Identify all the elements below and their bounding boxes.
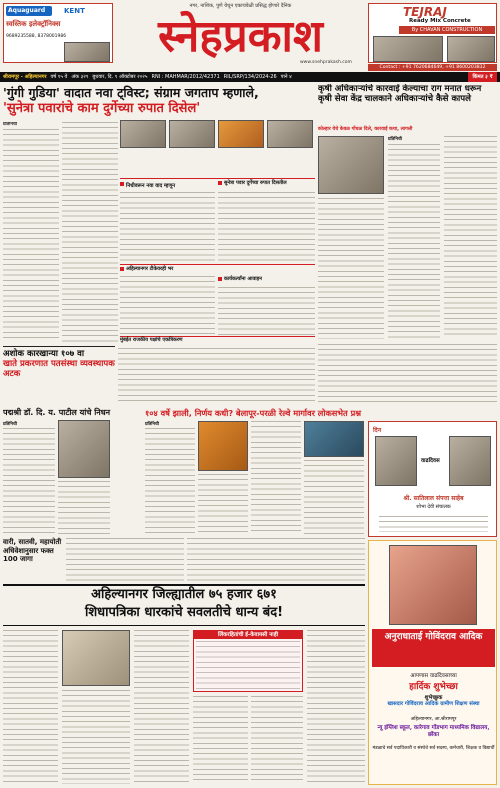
website[interactable]: www.snehprakash.com — [300, 60, 352, 65]
ad-strip-title: अशोक कारखान्या १०७ वा — [3, 349, 85, 359]
right-story-photo — [318, 136, 384, 194]
bottom-box — [193, 630, 303, 692]
subhead-3-text: अहिल्यानगर टीकेवरही भर — [126, 266, 174, 272]
small-story-title: वारी, सातवी, महायोती अधिवेशानुसार फक्त 100 जागा — [3, 538, 62, 563]
edition: श्रीरामपूर - अहिल्यानगर — [3, 74, 47, 80]
tejraj-by: By CHAVAN CONSTRUCTION — [399, 26, 495, 34]
ad-strip-title-2: खाते प्रकरणात पतसंस्था व्यवस्थापक अटक — [3, 359, 115, 379]
issue: अंक ३२९ — [71, 74, 89, 80]
obit-body-2 — [58, 481, 110, 536]
bullet-icon — [120, 267, 124, 271]
mid-right-body — [318, 344, 497, 404]
lead-subhead-4 — [218, 276, 315, 286]
obit-dateline: प्रतिनिधी — [3, 422, 17, 427]
bottom-photo-rice — [62, 630, 130, 686]
mid-right-ad — [368, 421, 497, 537]
second-lead-title: १०४ वर्षे झाली, निर्णय कधी? बेलापूर-परळी रेल्वे मार्गावर लोकसभेत प्रश्न — [145, 408, 362, 418]
bottom-body-6 — [307, 630, 365, 784]
right-story-title: कृषी अधिकाऱ्यांचे कारवाई केल्याचा राग मनात धरून कृषी सेवा केंद्र चालकाने अधिकाऱ्यांचे कैसे कापले — [318, 84, 482, 104]
tejraj-logo: TEJRAJ — [403, 5, 447, 19]
bottom-lead-title-1: अहिल्यानगर जिल्ह्यातील ७५ हजार ६७१ — [91, 587, 277, 602]
subhead-4-text: कार्यकर्त्यांना आवाहन — [224, 276, 262, 282]
obit-photo — [58, 420, 110, 478]
birthday-ad-school: न्यू इंग्लिश स्कूल, कारेगाव गोंडभाग माध्यमिक विद्यालय, छोंका — [377, 725, 490, 738]
birthday-ad-shubh: शुभेच्छुक — [424, 695, 443, 701]
bottom-box-title: लिंकरहितांची ई-केवायसी नाही — [194, 631, 302, 639]
pages: पाने ४ — [280, 74, 292, 80]
subhead-5-text: मुंबईत राजकीय पक्षांचे एकत्रिकरण — [120, 337, 183, 343]
birthday-ad-footer: मंडळाचे सर्व पदाधिकारी व संस्थेचे सर्व सदस्य, कर्मचारी, शिक्षक व विद्यार्थी — [372, 746, 495, 751]
subhead-1-text: निधीवरून नवा वाद म्हणून — [126, 183, 176, 189]
masthead-tagline: नगर, नाशिक, पुणे येथून एकाचवेळी प्रसिद्ध होणारे दैनिक — [189, 3, 292, 9]
birthday-ad-sanstha: खासदार गोविंदराव आदिक ग्रामीण शिक्षण संस्था — [387, 701, 480, 707]
bottom-lead-title-2: शिधापत्रिका धारकांचे सवलतीचे धान्य बंद! — [84, 605, 284, 620]
right-story-body-1 — [388, 144, 440, 339]
info-bar — [0, 72, 500, 82]
lead-body-2 — [62, 122, 118, 344]
bullet-icon — [120, 182, 124, 186]
price: किंमत ३ ₹ — [468, 72, 497, 82]
subhead-4-row — [218, 276, 315, 282]
subhead-3-row — [120, 266, 315, 272]
birthday-ad-wish: आपणास वाढदिवसाच्या — [410, 673, 457, 679]
right-story-subtitle: कोल्हार येथे केवळ गोंधळ दिले, कारवाई कथा, लागली — [318, 127, 413, 132]
second-lead-body-1 — [145, 428, 195, 534]
bottom-body-2 — [62, 690, 130, 784]
small-story-body — [66, 538, 184, 582]
lead-col-4 — [218, 192, 315, 262]
mid-right-ad-name: श्री. सातिलाल संपत्ता साहेब — [403, 495, 464, 502]
lead-body-1 — [3, 129, 59, 341]
date: बुधवार, दि. १ ऑक्टोबर २०२५ — [92, 74, 148, 80]
lead-col-5 — [120, 276, 215, 336]
lead-subhead-5 — [120, 336, 315, 345]
bottom-box-body — [196, 641, 300, 689]
mid-right-ad-photo-1 — [375, 436, 417, 486]
product-image — [64, 42, 110, 62]
shop-phone: 9689235588, 8378001986 — [6, 34, 67, 39]
birthday-ad-location: अहिल्यानगर, आ.श्रीरामपूर — [410, 717, 457, 722]
ad-strip-body — [118, 348, 315, 404]
lead-col-6 — [218, 287, 315, 337]
right-story-body-2 — [444, 136, 497, 339]
lead-col-3 — [120, 192, 215, 262]
photo-politician-1 — [120, 120, 166, 148]
ad-strip-story — [3, 346, 115, 408]
lead-col-2 — [62, 122, 118, 344]
right-story-body-3 — [318, 198, 384, 339]
postal-reg: RIL/SRP/134/2024-26 — [223, 74, 277, 80]
birthday-ad-photo — [389, 545, 477, 625]
obit-title: पद्मश्री डॉ. दि. य. पाटील यांचे निधन — [3, 408, 111, 417]
second-lead-body-3 — [251, 421, 301, 534]
mixer-truck-image — [373, 36, 443, 62]
mid-right-ad-sub: शोभा देवी संचालक — [416, 504, 451, 510]
mid-right-ad-label-2: वाढदिवस — [421, 458, 440, 464]
obit-body — [3, 428, 55, 536]
subhead-2-text: सुनेत्रा पवार दुर्गेच्या रुपात दिसतील — [224, 180, 287, 186]
photo-politician-2 — [169, 120, 215, 148]
train-photo — [304, 421, 364, 457]
concrete-plant-image — [447, 36, 495, 62]
small-story-body-2 — [187, 538, 365, 582]
mid-right-ad-photo-2 — [449, 436, 491, 486]
bottom-body-1 — [3, 630, 58, 784]
birthday-ad-greet: हार्दिक शुभेच्छा — [409, 682, 458, 692]
lead-photo-row — [120, 120, 315, 176]
right-story-dateline: प्रतिनिधी — [388, 137, 402, 142]
bottom-body-5 — [251, 696, 303, 784]
aquaguard-logo-text: Aquaguard — [8, 7, 46, 14]
kent-logo: KENT — [64, 7, 85, 15]
right-story — [318, 84, 497, 344]
second-lead-body-4 — [304, 460, 364, 534]
second-lead-photo-1 — [198, 421, 248, 471]
left-ad-block — [3, 3, 113, 63]
contact-strip: Contact : +91 7620684649, +91 8600203832 — [368, 64, 497, 71]
subhead-2-row — [218, 180, 315, 186]
lead-headline-2: 'सुनेत्रा पवारांचे काम दुर्गेच्या रुपात दिसेल' — [3, 101, 201, 116]
bottom-body-4 — [193, 696, 248, 784]
birthday-ad-name: अनुराधाताई गोविंदराव आदिक — [372, 629, 495, 667]
photo-politician-4 — [267, 120, 313, 148]
lead-subhead-3 — [120, 264, 315, 274]
second-lead-dateline: प्रतिनिधी — [145, 422, 159, 427]
bottom-lead — [3, 584, 365, 626]
lead-subhead-2 — [218, 178, 315, 190]
mid-right-ad-label-1: दिन — [373, 427, 382, 434]
tejraj-sub: Ready Mix Concrete — [409, 18, 471, 24]
lead-col-1 — [3, 122, 59, 344]
bottom-body-3 — [134, 630, 189, 784]
birthday-ad — [368, 540, 497, 785]
masthead-title: स्नेहप्रकाश — [158, 11, 323, 62]
shop-name: स्वस्तिक इलेक्ट्रॉनिक्स — [6, 20, 61, 28]
second-lead-body-2 — [198, 474, 248, 534]
bullet-icon — [218, 181, 222, 185]
mid-right-ad-divider — [379, 516, 488, 532]
year: वर्ष १५ वे — [50, 74, 68, 80]
rni: RNI : MAHMAR/2012/42371 — [151, 74, 220, 80]
right-ad-block — [368, 3, 497, 63]
bullet-icon — [218, 277, 222, 281]
lead-headline-1: 'गुंगी गुडिया' वादात नवा ट्विस्ट; संग्राम जगताप म्हणाले, — [3, 85, 259, 100]
photo-politician-3 — [218, 120, 264, 148]
lead-dateline: प्रतिनिधी — [3, 122, 17, 127]
